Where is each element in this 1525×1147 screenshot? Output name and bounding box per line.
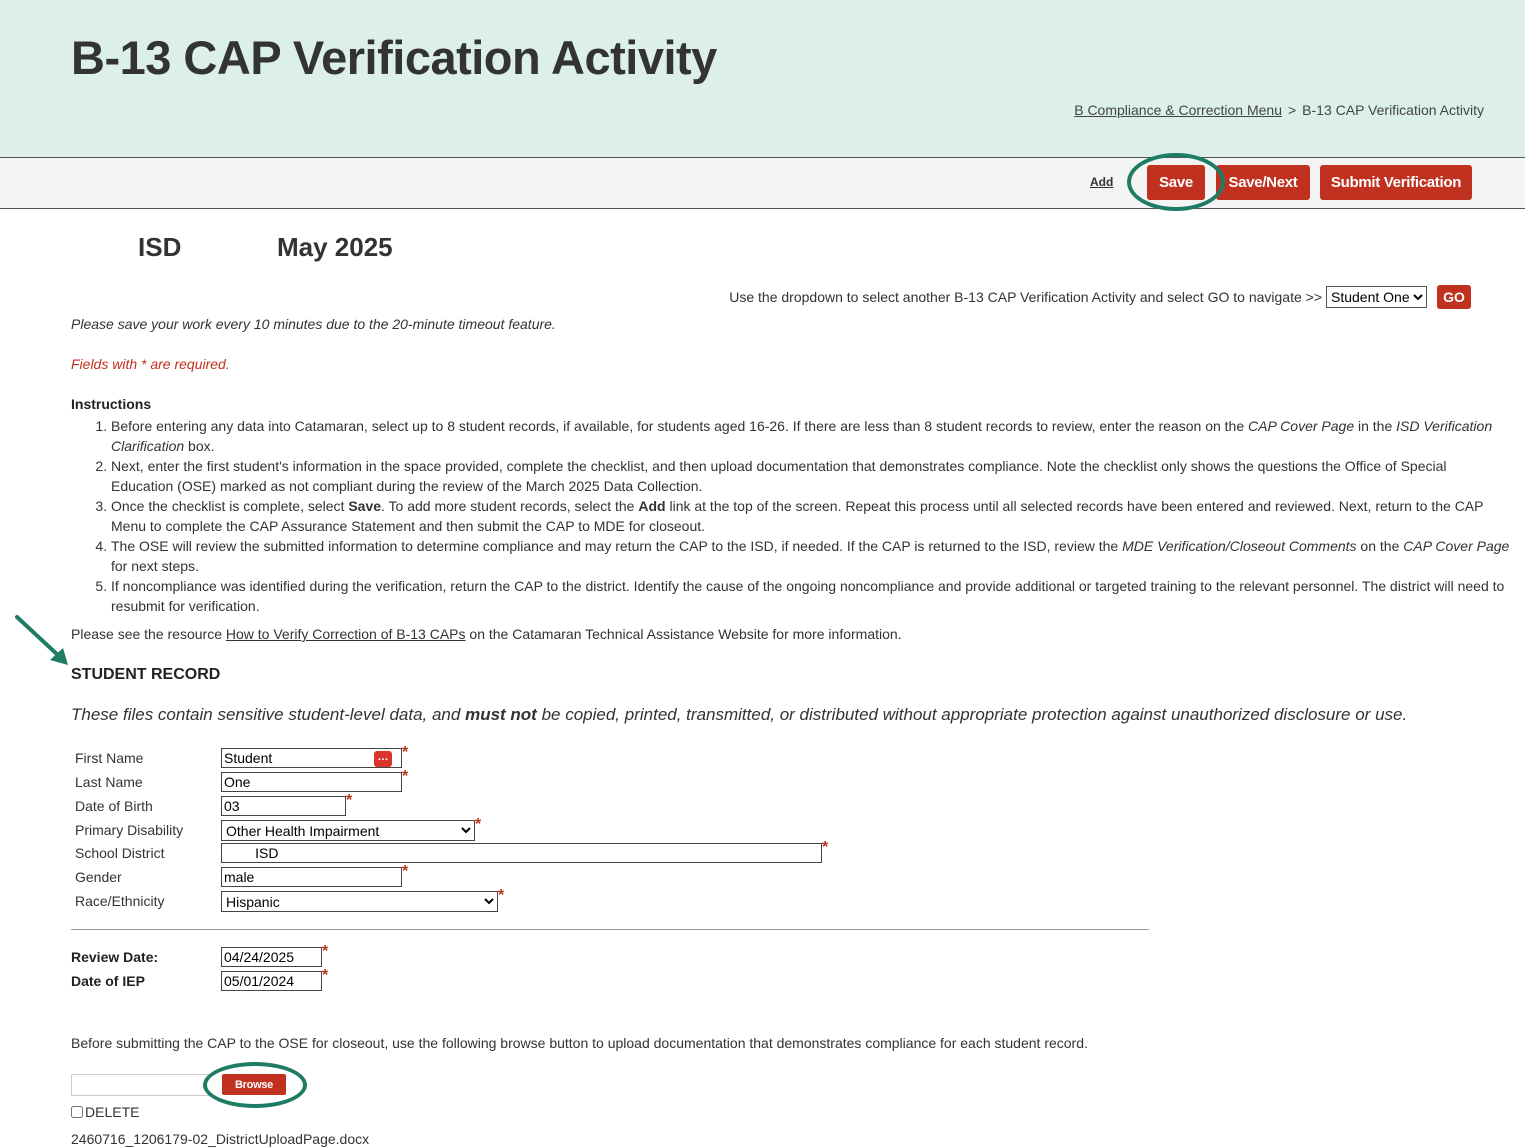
district-label: School District [75, 845, 165, 861]
arrow-icon [14, 614, 74, 670]
iep-date-label: Date of IEP [71, 973, 145, 989]
add-link[interactable]: Add [1090, 175, 1114, 189]
required-mark: * [346, 792, 353, 809]
required-mark: * [498, 887, 505, 904]
last-name-input[interactable] [221, 772, 402, 792]
required-mark: * [402, 768, 409, 785]
upload-instruction: Before submitting the CAP to the OSE for closeout, use the following browse button to upload documentation that demonstrates compliance for each student record. [71, 1035, 1088, 1051]
instruction-item: 2. Next, enter the first student's information in the space provided, complete the checklist, and then upload documentation that demonstrates compliance. Note the checklist only shows the questions the Office of Special Education (OSE) marked as not compliant during the review of the March 2025 Data Collection. [111, 456, 1511, 496]
dob-label: Date of Birth [75, 798, 153, 814]
gender-label: Gender [75, 869, 122, 885]
resource-note: Please see the resource How to Verify Correction of B-13 CAPs on the Catamaran Technical Assistance Website for more information. [71, 626, 902, 642]
save-next-button[interactable]: Save/Next [1216, 165, 1310, 200]
sensitive-data-warning: These files contain sensitive student-level data, and must not be copied, printed, transmitted, or distributed without appropriate protection against unauthorized disclosure or use. [71, 705, 1408, 724]
instructions-title: Instructions [71, 396, 152, 412]
delete-checkbox[interactable] [71, 1106, 83, 1118]
required-mark: * [322, 967, 329, 984]
page-header [0, 0, 1525, 157]
required-mark: * [475, 816, 482, 833]
instruction-item: 4. The OSE will review the submitted information to determine compliance and may return the CAP to the ISD, if needed. If the CAP is returned to the ISD, review the MDE Verification/Closeout Comments on the CAP Cover Page for next steps. [111, 536, 1511, 576]
required-fields-note: Fields with * are required. [71, 356, 230, 372]
browse-highlight-circle [203, 1062, 307, 1108]
review-date-label: Review Date: [71, 949, 159, 965]
gender-input[interactable] [221, 867, 402, 887]
submit-verification-button[interactable]: Submit Verification [1320, 165, 1472, 200]
instruction-item: 1. Before entering any data into Catamaran, select up to 8 student records, if available, for students aged 16-26. If there are less than 8 student records to review, enter the reason on the CAP Cover Page in the ISD Verification Clarification box. [111, 416, 1511, 456]
instruction-item: 5. If noncompliance was identified during the verification, return the CAP to the district. Identify the cause of the ongoing noncompliance and provide additional or targeted training to the relevant personnel. The district will need to resubmit for verification. [111, 576, 1511, 616]
required-mark: * [402, 744, 409, 761]
disability-label: Primary Disability [75, 822, 184, 838]
race-label: Race/Ethnicity [75, 893, 165, 909]
review-date-input[interactable] [221, 947, 322, 967]
delete-label: DELETE [85, 1104, 140, 1120]
student-record-title: STUDENT RECORD [71, 666, 221, 683]
resource-link[interactable]: How to Verify Correction of B-13 CAPs [225, 626, 466, 642]
required-mark: * [822, 839, 829, 856]
activity-navigator [729, 285, 1471, 309]
section-divider [71, 929, 1149, 930]
last-name-label: Last Name [75, 774, 143, 790]
activity-select[interactable] [1326, 286, 1427, 308]
go-button[interactable]: GO [1437, 285, 1471, 309]
page-title: B-13 CAP Verification Activity [71, 31, 717, 84]
file-path-field[interactable] [71, 1074, 210, 1096]
save-button[interactable]: Save [1147, 165, 1205, 200]
navigator-text: Use the dropdown to select another B-13 CAP Verification Activity and select GO to navigate >> [729, 289, 1322, 305]
breadcrumb-current: B-13 CAP Verification Activity [1302, 102, 1484, 118]
reporting-period: May 2025 [277, 232, 393, 262]
action-toolbar [0, 157, 1525, 209]
isd-name: ISD [138, 232, 182, 262]
dob-input[interactable] [221, 796, 346, 816]
uploaded-file-name: 2460716_1206179-02_DistrictUploadPage.docx [71, 1131, 370, 1147]
delete-option[interactable] [71, 1104, 139, 1120]
breadcrumb-parent-link[interactable]: B Compliance & Correction Menu [1074, 102, 1282, 118]
more-options-icon[interactable]: … [374, 751, 392, 767]
breadcrumb-separator: > [1287, 102, 1297, 118]
instructions-list [71, 416, 1511, 616]
required-mark: * [402, 863, 409, 880]
disability-select[interactable] [221, 820, 475, 841]
race-select[interactable] [221, 891, 498, 912]
first-name-label: First Name [75, 750, 144, 766]
browse-button[interactable]: Browse [222, 1074, 286, 1095]
iep-date-input[interactable] [221, 971, 322, 991]
breadcrumb [1074, 102, 1484, 118]
required-mark: * [322, 943, 329, 960]
save-reminder: Please save your work every 10 minutes due to the 20-minute timeout feature. [71, 316, 556, 332]
instruction-item: 3. Once the checklist is complete, select Save. To add more student records, select the Add link at the top of the screen. Repeat this process until all selected records have been entered and reviewed. Next, return to the CAP Menu to complete the CAP Assurance Statement and then submit the CAP to MDE for closeout. [111, 496, 1511, 536]
save-highlight-circle [1127, 153, 1225, 211]
district-input[interactable] [221, 843, 822, 863]
